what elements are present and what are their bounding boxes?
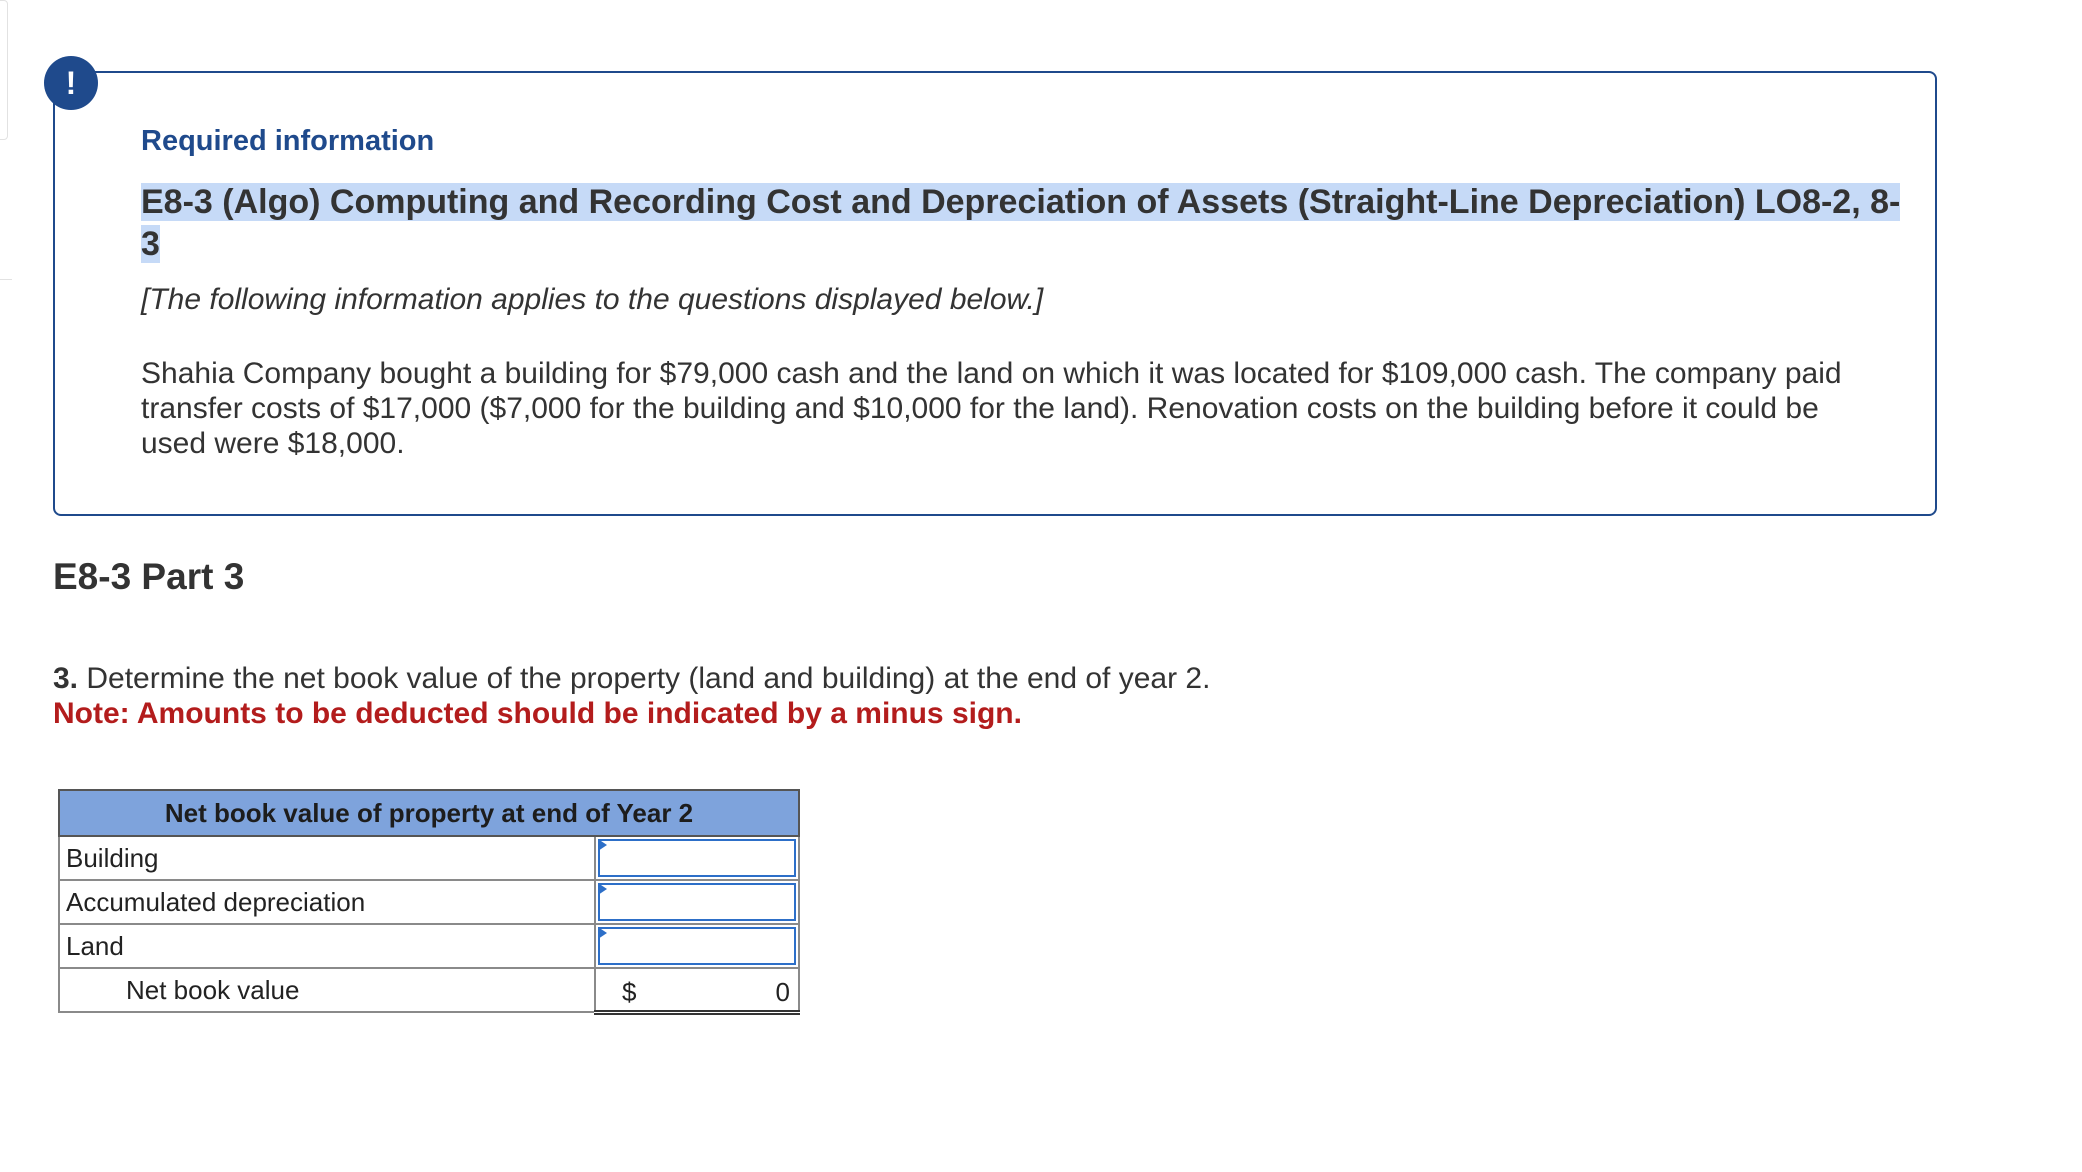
exercise-title-text: E8-3 (Algo) Computing and Recording Cost and Depreciation of Assets (Straight-Line Depreciation) LO8-2, 8-3 bbox=[141, 183, 1901, 263]
exercise-title bbox=[141, 181, 1901, 265]
row-label-building: Building bbox=[59, 836, 595, 880]
table-total-row bbox=[59, 968, 799, 1012]
question-text: Determine the net book value of the property (land and building) at the end of year 2. bbox=[78, 662, 1211, 695]
alert-icon: ! bbox=[44, 56, 98, 110]
instruction-note: Note: Amounts to be deducted should be indicated by a minus sign. bbox=[53, 697, 1022, 730]
table-header: Net book value of property at end of Year 2 bbox=[59, 790, 799, 836]
row-label-accumulated-depreciation: Accumulated depreciation bbox=[59, 880, 595, 924]
side-panel-divider bbox=[0, 279, 12, 280]
currency-symbol: $ bbox=[622, 977, 637, 1007]
applies-note: [The following information applies to the questions displayed below.] bbox=[141, 283, 1044, 316]
flag-icon bbox=[598, 883, 607, 895]
building-amount-cell bbox=[595, 836, 799, 880]
required-information-box bbox=[53, 71, 1937, 516]
flag-icon bbox=[598, 839, 607, 851]
table-row bbox=[59, 836, 799, 880]
table-row bbox=[59, 924, 799, 968]
net-book-value-total-cell bbox=[595, 968, 799, 1012]
question-number: 3. bbox=[53, 662, 79, 695]
accumulated-depreciation-amount-cell bbox=[595, 880, 799, 924]
question bbox=[53, 661, 1210, 697]
building-amount-input[interactable] bbox=[598, 839, 796, 877]
required-information-label: Required information bbox=[141, 125, 435, 157]
part-heading: E8-3 Part 3 bbox=[53, 556, 245, 597]
row-label-net-book-value: Net book value bbox=[59, 968, 595, 1012]
side-panel-tab[interactable] bbox=[0, 0, 8, 140]
scenario-text: Shahia Company bought a building for $79,000 cash and the land on which it was located for $109,000 cash. The company paid transfer costs of $17,000 ($7,000 for the building and $10,000 for the land). Renovation costs on the building before it could be used were $18,000. bbox=[141, 357, 1842, 460]
land-amount-input[interactable] bbox=[598, 927, 796, 965]
row-label-land: Land bbox=[59, 924, 595, 968]
table-header-row bbox=[59, 790, 799, 836]
accumulated-depreciation-amount-input[interactable] bbox=[598, 883, 796, 921]
land-amount-cell bbox=[595, 924, 799, 968]
net-book-value-total: 0 bbox=[775, 977, 790, 1007]
net-book-value-table bbox=[58, 789, 800, 1015]
flag-icon bbox=[598, 927, 607, 939]
table-row bbox=[59, 880, 799, 924]
